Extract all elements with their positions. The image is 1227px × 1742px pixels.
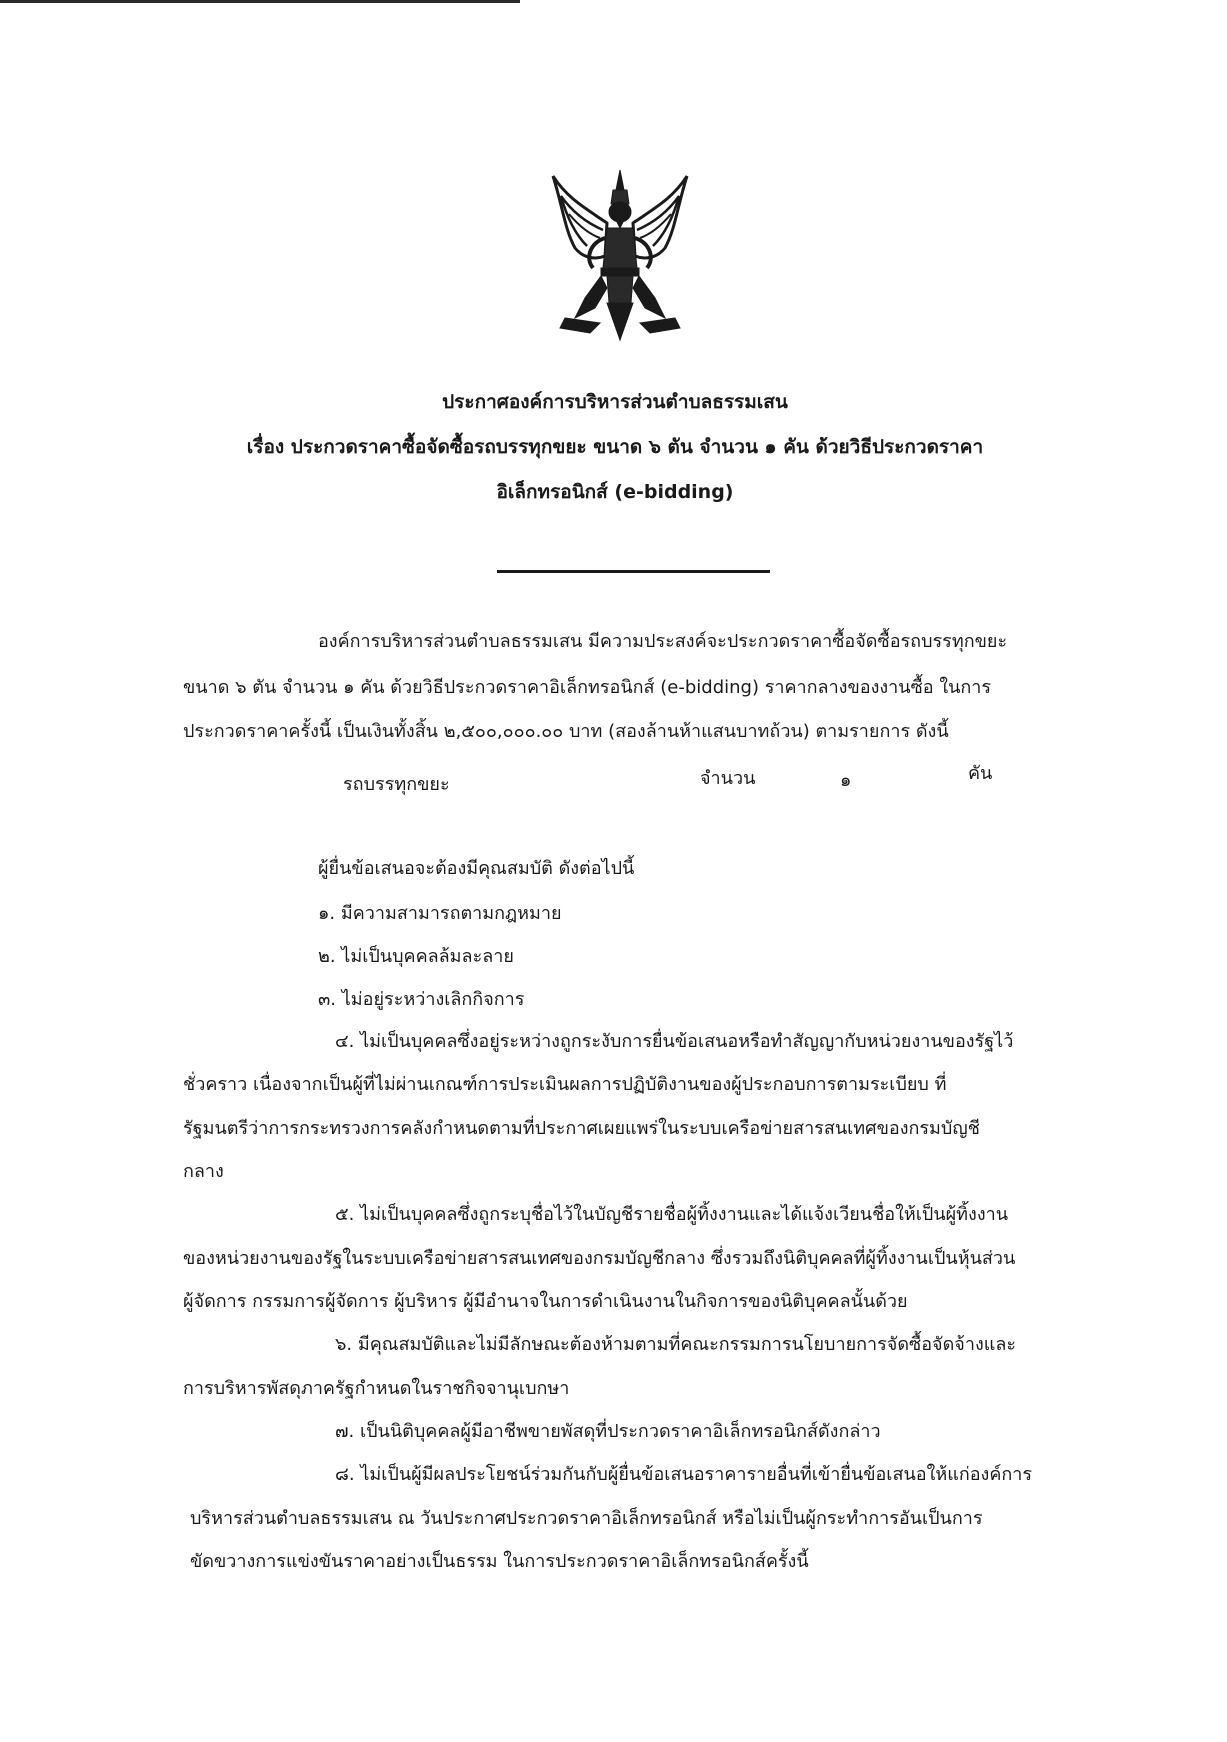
intro-line-1: องค์การบริหารส่วนตำบลธรรมเสน มีความประสงค์จะประกวดราคาซื้อจัดซื้อรถบรรทุกขยะ bbox=[318, 631, 1008, 652]
qualification-7: ๗. เป็นนิติบุคคลผู้มีอาชีพขายพัสดุที่ประกวดราคาอิเล็กทรอนิกส์ดังกล่าว bbox=[335, 1421, 881, 1442]
qualification-4-line-4: กลาง bbox=[183, 1161, 224, 1182]
item-name: รถบรรทุกขยะ bbox=[343, 774, 450, 795]
title-line-1: ประกาศองค์การบริหารส่วนตำบลธรรมเสน bbox=[442, 391, 788, 413]
qualification-4-line-3: รัฐมนตรีว่าการกระทรวงการคลังกำหนดตามที่ประกาศเผยแพร่ในระบบเครือข่ายสารสนเทศของกรมบัญชี bbox=[183, 1118, 980, 1139]
qualification-5-line-2: ของหน่วยงานของรัฐในระบบเครือข่ายสารสนเทศของกรมบัญชีกลาง ซึ่งรวมถึงนิติบุคคลที่ผู้ทิ้งงานเป็นหุ้นส่วน bbox=[183, 1248, 1016, 1269]
garuda-emblem-icon bbox=[545, 168, 695, 343]
item-qty-label: จำนวน bbox=[700, 768, 756, 789]
qualification-2: ๒. ไม่เป็นบุคคลล้มละลาย bbox=[318, 946, 514, 967]
item-unit: คัน bbox=[968, 763, 993, 784]
qualification-3: ๓. ไม่อยู่ระหว่างเลิกกิจการ bbox=[318, 989, 525, 1010]
qualification-8-line-2: บริหารส่วนตำบลธรรมเสน ณ วันประกาศประกวดราคาอิเล็กทรอนิกส์ หรือไม่เป็นผู้กระทำการอันเป็นการ bbox=[190, 1508, 983, 1529]
qualification-1: ๑. มีความสามารถตามกฎหมาย bbox=[318, 903, 562, 924]
qualification-4-line-1: ๔. ไม่เป็นบุคคลซึ่งอยู่ระหว่างถูกระงับการยื่นข้อเสนอหรือทำสัญญากับหน่วยงานของรัฐไว้ bbox=[335, 1031, 1014, 1052]
title-divider bbox=[497, 570, 770, 573]
title-line-2: เรื่อง ประกวดราคาซื้อจัดซื้อรถบรรทุกขยะ ขนาด ๖ ตัน จำนวน ๑ คัน ด้วยวิธีประกวดราคา bbox=[246, 436, 984, 458]
qualification-5-line-3: ผู้จัดการ กรรมการผู้จัดการ ผู้บริหาร ผู้มีอำนาจในการดำเนินงานในกิจการของนิติบุคคลนั้นด้วย bbox=[183, 1291, 908, 1312]
qualification-8-line-1: ๘. ไม่เป็นผู้มีผลประโยชน์ร่วมกันกับผู้ยื่นข้อเสนอราคารายอื่นที่เข้ายื่นข้อเสนอให้แก่องค์การ bbox=[335, 1464, 1033, 1485]
intro-line-2: ขนาด ๖ ตัน จำนวน ๑ คัน ด้วยวิธีประกวดราคาอิเล็กทรอนิกส์ (e-bidding) ราคากลางของงานซื้อ ในการ bbox=[183, 677, 992, 698]
qualification-6-line-2: การบริหารพัสดุภาครัฐกำหนดในราชกิจจานุเบกษา bbox=[183, 1378, 570, 1399]
qualification-4-line-2: ชั่วคราว เนื่องจากเป็นผู้ที่ไม่ผ่านเกณฑ์การประเมินผลการปฏิบัติงานของผู้ประกอบการตามระเบียบ ที่ bbox=[183, 1074, 947, 1095]
qualification-5-line-1: ๕. ไม่เป็นบุคคลซึ่งถูกระบุชื่อไว้ในบัญชีรายชื่อผู้ทิ้งงานและได้แจ้งเวียนชื่อให้เป็นผู้ทิ้งงาน bbox=[335, 1204, 1009, 1225]
qualification-6-line-1: ๖. มีคุณสมบัติและไม่มีลักษณะต้องห้ามตามที่คณะกรรมการนโยบายการจัดซื้อจัดจ้างและ bbox=[335, 1334, 1017, 1355]
qualification-8-line-3: ขัดขวางการแข่งขันราคาอย่างเป็นธรรม ในการประกวดราคาอิเล็กทรอนิกส์ครั้งนี้ bbox=[190, 1551, 809, 1572]
title-line-3: อิเล็กทรอนิกส์ (e-bidding) bbox=[496, 481, 734, 503]
item-qty: ๑ bbox=[840, 770, 852, 791]
intro-line-3: ประกวดราคาครั้งนี้ เป็นเงินทั้งสิ้น ๒,๕๐๐,๐๐๐.๐๐ บาท (สองล้านห้าแสนบาทถ้วน) ตามรายการ ดังนี้ bbox=[183, 721, 949, 742]
scan-edge-line bbox=[0, 0, 520, 3]
qualifications-heading: ผู้ยื่นข้อเสนอจะต้องมีคุณสมบัติ ดังต่อไปนี้ bbox=[318, 858, 635, 879]
